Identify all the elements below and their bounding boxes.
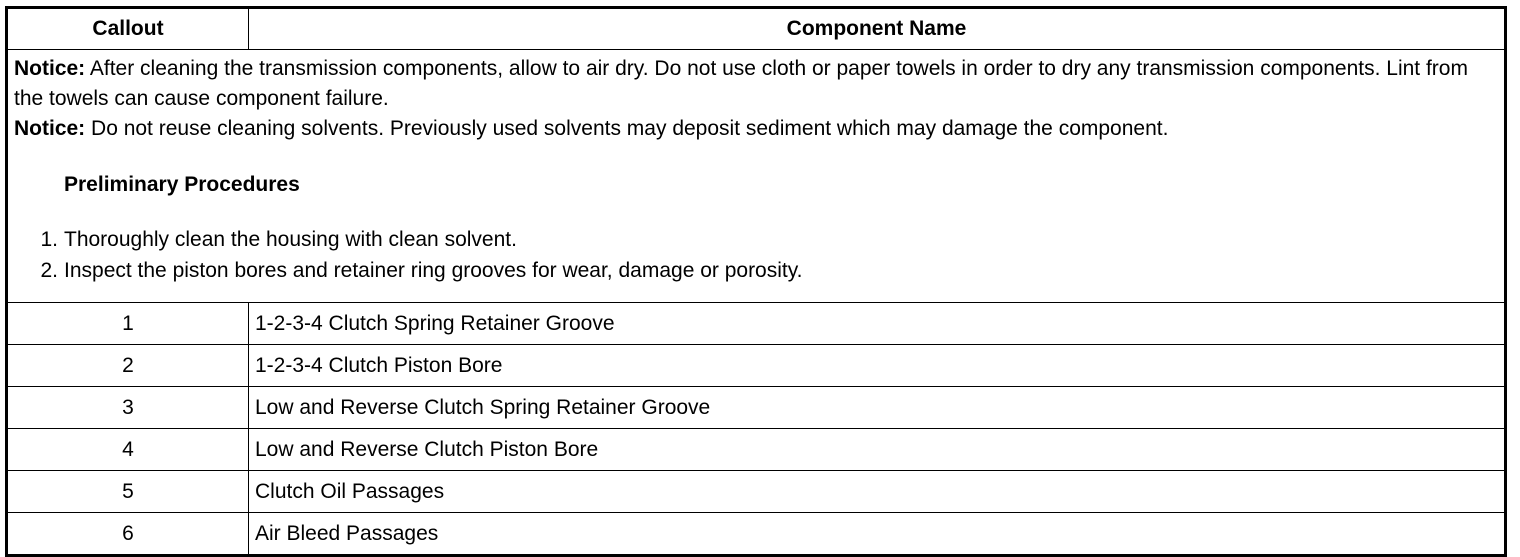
callout-cell: 1 <box>7 303 249 345</box>
table-row <box>7 429 1506 471</box>
component-name-cell: Low and Reverse Clutch Piston Bore <box>249 429 1506 471</box>
component-name-cell: 1-2-3-4 Clutch Piston Bore <box>249 345 1506 387</box>
notice-cell <box>7 50 1506 303</box>
component-name-cell: Low and Reverse Clutch Spring Retainer Groove <box>249 387 1506 429</box>
preliminary-procedures-heading: Preliminary Procedures <box>64 173 300 196</box>
notice-1-label: Notice: <box>14 57 86 80</box>
notice-2 <box>14 114 1496 144</box>
notice-1-text: After cleaning the transmission components, allow to air dry. Do not use cloth or paper towels in order to dry any transmission components. Lint from the towels can cause component failure. <box>14 57 1468 110</box>
callout-header: Callout <box>7 8 249 50</box>
component-name-cell: Air Bleed Passages <box>249 513 1506 556</box>
component-name-header: Component Name <box>249 8 1506 50</box>
table-row <box>7 471 1506 513</box>
callout-cell: 5 <box>7 471 249 513</box>
table-row <box>7 513 1506 556</box>
step-number: 2. <box>40 259 58 282</box>
callout-cell: 4 <box>7 429 249 471</box>
table-row <box>7 387 1506 429</box>
component-name-cell: 1-2-3-4 Clutch Spring Retainer Groove <box>249 303 1506 345</box>
component-name-cell: Clutch Oil Passages <box>249 471 1506 513</box>
table-row <box>7 303 1506 345</box>
notice-2-text: Do not reuse cleaning solvents. Previously used solvents may deposit sediment which may damage the component. <box>85 117 1169 140</box>
step-text: Inspect the piston bores and retainer ring grooves for wear, damage or porosity. <box>64 259 803 282</box>
callout-cell: 6 <box>7 513 249 556</box>
callout-cell: 3 <box>7 387 249 429</box>
table-header-row <box>7 8 1506 50</box>
notice-2-label: Notice: <box>14 117 86 140</box>
callout-cell: 2 <box>7 345 249 387</box>
step-text: Thoroughly clean the housing with clean solvent. <box>64 228 517 251</box>
procedure-steps <box>14 224 1496 286</box>
callout-table <box>5 6 1507 557</box>
procedure-step <box>14 255 1496 286</box>
notice-1 <box>14 54 1496 114</box>
table-row <box>7 345 1506 387</box>
procedure-step <box>14 224 1496 255</box>
notice-row <box>7 50 1506 303</box>
step-number: 1. <box>40 228 58 251</box>
